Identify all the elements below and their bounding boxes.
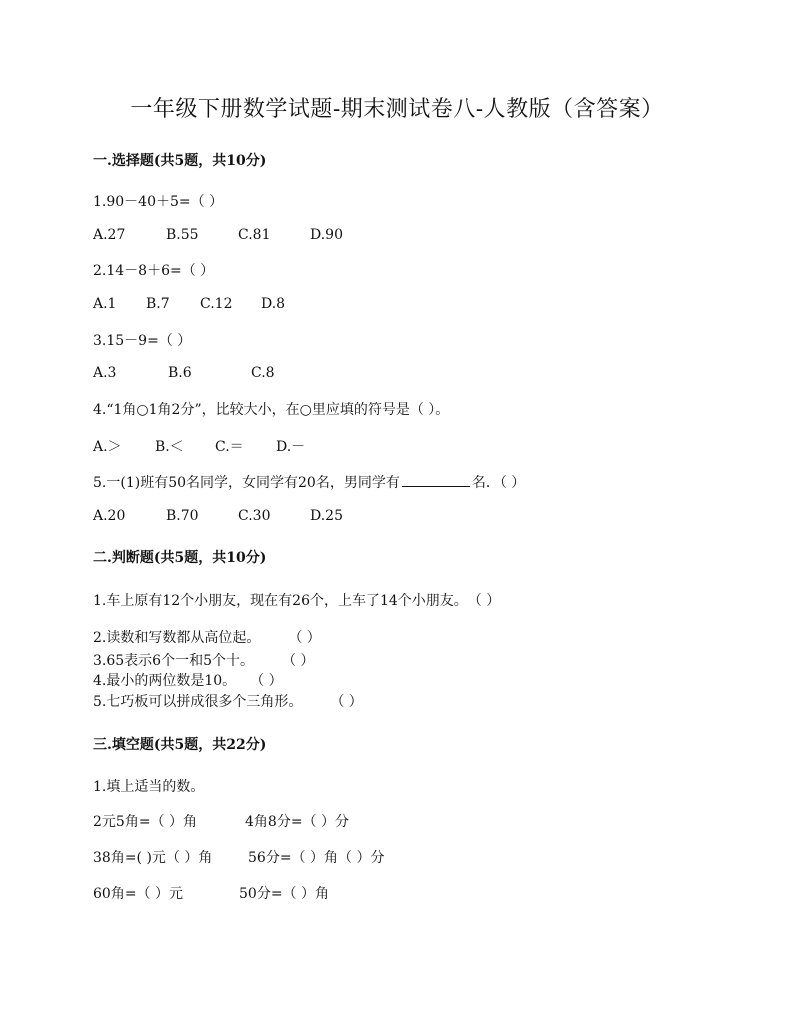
option-b: B.55: [166, 227, 199, 243]
fill-item: 4角8分=（ ）分: [245, 814, 349, 830]
choice-question-4: 4.“1角○1角2分”，比较大小，在○里应填的符号是（ ）。: [93, 402, 450, 418]
choice-options-4: [93, 436, 305, 456]
section-heading-judge: 二.判断题(共5题，共10分): [93, 550, 267, 566]
option-b: B.7: [146, 296, 170, 312]
choice-question-3: 3.15－9=（ ）: [93, 333, 192, 349]
fill-item: 60角=（ ）元: [93, 886, 183, 902]
judge-question-2: 2.读数和写数都从高位起。 （ ）: [93, 630, 321, 646]
option-d: D.25: [310, 508, 343, 524]
fill-question-1: 1.填上适当的数。: [93, 779, 205, 795]
fill-item: 2元5角=（ ）角: [93, 814, 197, 830]
judge-question-5: 5.七巧板可以拼成很多个三角形。 （ ）: [93, 694, 363, 710]
choice-options-5: [93, 508, 343, 524]
fill-item: 56分=（ ）角（ ）分: [248, 850, 385, 866]
choice-question-5: [93, 472, 525, 492]
option-c: C.30: [238, 508, 271, 524]
answer-blank: [402, 472, 470, 487]
option-d: D.90: [310, 227, 343, 243]
judge-question-1: 1.车上原有12个小朋友，现在有26个，上车了14个小朋友。 （ ）: [93, 593, 501, 609]
option-a: A.1: [93, 296, 117, 312]
question-text: 5.一(1)班有50名同学，女同学有20名，男同学有: [93, 475, 400, 491]
option-a: A.＞: [93, 439, 122, 455]
page-title: 一年级下册数学试题-期末测试卷八-人教版（含答案）: [130, 97, 664, 122]
option-c: C.81: [238, 227, 271, 243]
judge-question-4: 4.最小的两位数是10。 （ ）: [93, 673, 283, 689]
option-d: D.8: [261, 296, 286, 312]
fill-item: 50分=（ ）角: [239, 886, 329, 902]
question-text-end: 名．（ ）: [471, 475, 526, 491]
choice-question-1: 1.90－40＋5=（ ）: [93, 194, 224, 210]
judge-question-3: 3.65表示6个一和5个十。 （ ）: [93, 653, 315, 669]
choice-options-1: [93, 227, 343, 243]
option-b: B.＜: [155, 439, 184, 455]
choice-options-3: [93, 365, 275, 381]
option-b: B.6: [168, 365, 192, 381]
section-heading-fill: 三.填空题(共5题，共22分): [93, 737, 267, 753]
option-c: C.8: [251, 365, 275, 381]
section-heading-choice: 一.选择题(共5题，共10分): [93, 153, 267, 169]
choice-question-2: 2.14－8＋6=（ ）: [93, 263, 215, 279]
option-a: A.20: [93, 508, 126, 524]
option-a: A.3: [93, 365, 117, 381]
option-b: B.70: [166, 508, 199, 524]
choice-options-2: [93, 296, 285, 312]
option-d: D.－: [276, 439, 306, 455]
option-c: C.＝: [215, 439, 244, 455]
fill-item: 38角=( )元（ ）角: [93, 850, 213, 866]
option-c: C.12: [200, 296, 233, 312]
option-a: A.27: [93, 227, 126, 243]
